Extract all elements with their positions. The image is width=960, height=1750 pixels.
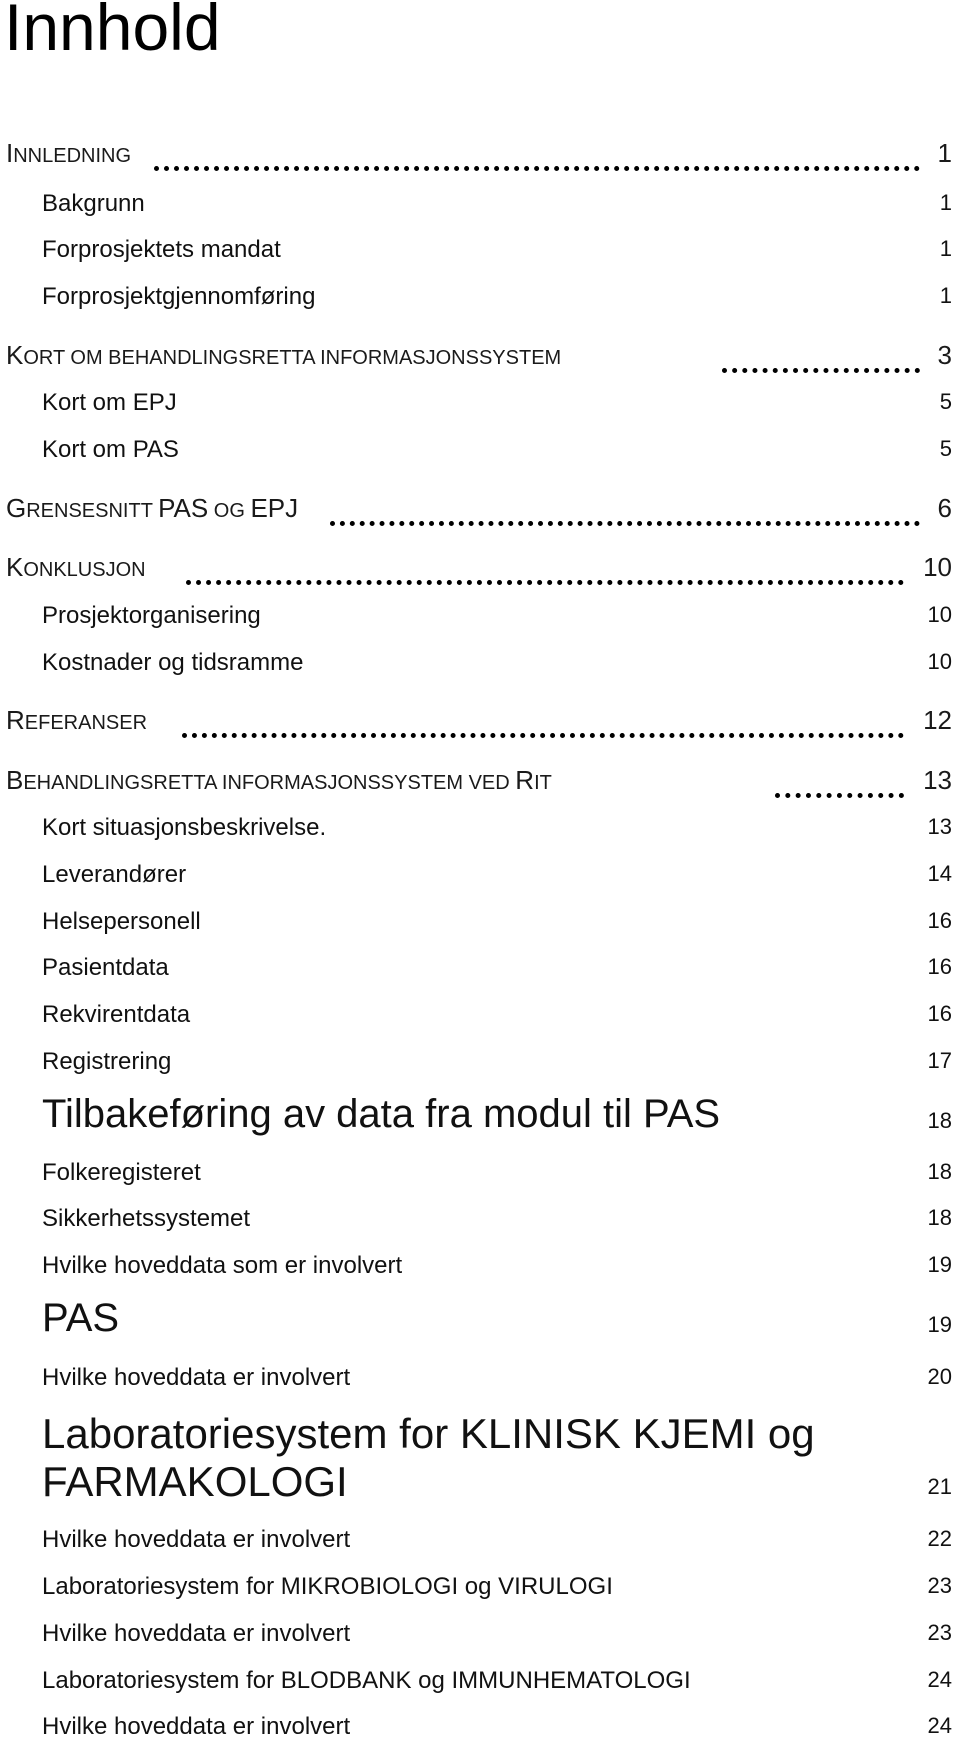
dot-leader [330,515,920,526]
page-title: Innhold [4,0,221,64]
toc-entry-page: 18 [927,1205,952,1230]
dot-leader [186,574,904,585]
toc-entry-label: KONKLUSJON [6,552,146,582]
toc-entry-label: Kort om PAS [42,436,179,463]
toc-entry-page: 1 [939,190,952,215]
toc-entry-page: 5 [939,389,952,414]
dot-leader [182,727,904,738]
toc-entry-label: Forprosjektets mandat [42,236,281,263]
toc-entry-label: Folkeregisteret [42,1159,201,1186]
toc-entry-page: 24 [927,1667,952,1692]
toc-entry-page: 14 [927,861,952,886]
toc-entry-label: PAS [42,1296,120,1340]
toc-entry-page: 1 [939,283,952,308]
toc-entry-label: Kostnader og tidsramme [42,649,304,676]
toc-entry-page: 17 [927,1048,952,1073]
toc-entry-label: Tilbakeføring av data fra modul til PAS [42,1092,721,1136]
toc-entry-page: 5 [939,436,952,461]
toc-entry-label: BEHANDLINGSRETTA INFORMASJONSSYSTEM VED RIT [6,765,552,795]
toc-entry-label: Laboratoriesystem for BLODBANK og IMMUNHEMATOLOGI [42,1667,691,1694]
toc-entry-page: 16 [927,908,952,933]
dot-leader [154,160,920,171]
toc-entry-page: 20 [927,1364,952,1389]
toc-entry-page: 22 [927,1526,952,1551]
toc-entry-page: 13 [923,765,952,795]
toc-entry-label: Laboratoriesystem for KLINISK KJEMI og FARMAKOLOGI [42,1410,815,1505]
toc-entry-page: 19 [927,1252,952,1277]
toc-entry-label: Pasientdata [42,954,169,981]
toc-entry-label: Hvilke hoveddata er involvert [42,1713,351,1740]
toc-entry-page: 16 [927,954,952,979]
toc-entry-label: Prosjektorganisering [42,602,261,629]
toc-entry-page: 23 [927,1573,952,1598]
toc-entry-page: 6 [937,493,952,523]
toc-entry-label: GRENSESNITT PAS OG EPJ [6,493,299,523]
toc-entry-label: Rekvirentdata [42,1001,191,1028]
toc-entry-page: 13 [927,814,952,839]
toc-entry-label: Kort om EPJ [42,389,177,416]
toc-entry-page: 18 [927,1108,952,1133]
toc-entry-label: Registrering [42,1048,172,1075]
toc-entry-label: Hvilke hoveddata som er involvert [42,1252,403,1279]
toc-entry-label: Hvilke hoveddata er involvert [42,1364,351,1391]
toc-entry-page: 19 [927,1312,952,1337]
toc-entry-page: 1 [939,236,952,261]
toc-entry-page: 24 [927,1713,952,1738]
toc-entry-label: Leverandører [42,861,187,888]
toc-entry-label: REFERANSER [6,705,148,735]
toc-entry-label: KORT OM BEHANDLINGSRETTA INFORMASJONSSYSTEM [6,340,562,370]
toc-entry-page: 12 [923,705,952,735]
toc-entry-label: Laboratoriesystem for MIKROBIOLOGI og VIRULOGI [42,1573,613,1600]
toc-entry-label: Sikkerhetssystemet [42,1205,251,1232]
toc-entry-label: INNLEDNING [6,138,132,168]
toc-entry-page: 18 [927,1159,952,1184]
toc-entry-label: Forprosjektgjennomføring [42,283,316,310]
toc-entry-page: 10 [927,602,952,627]
toc-entry-page: 21 [927,1474,952,1499]
toc-entry-label: Helsepersonell [42,908,201,935]
toc-entry-page: 16 [927,1001,952,1026]
toc-entry-page: 23 [927,1620,952,1645]
toc-entry-page: 10 [927,649,952,674]
dot-leader [722,362,920,373]
toc-entry-label: Kort situasjonsbeskrivelse. [42,814,327,841]
dot-leader [775,787,904,798]
toc-entry-page: 1 [937,138,952,168]
toc-entry-page: 10 [923,552,952,582]
toc-entry-label: Hvilke hoveddata er involvert [42,1620,351,1647]
toc-entry-label: Bakgrunn [42,190,145,217]
toc-entry-label: Hvilke hoveddata er involvert [42,1526,351,1553]
toc-entry-page: 3 [937,340,952,370]
